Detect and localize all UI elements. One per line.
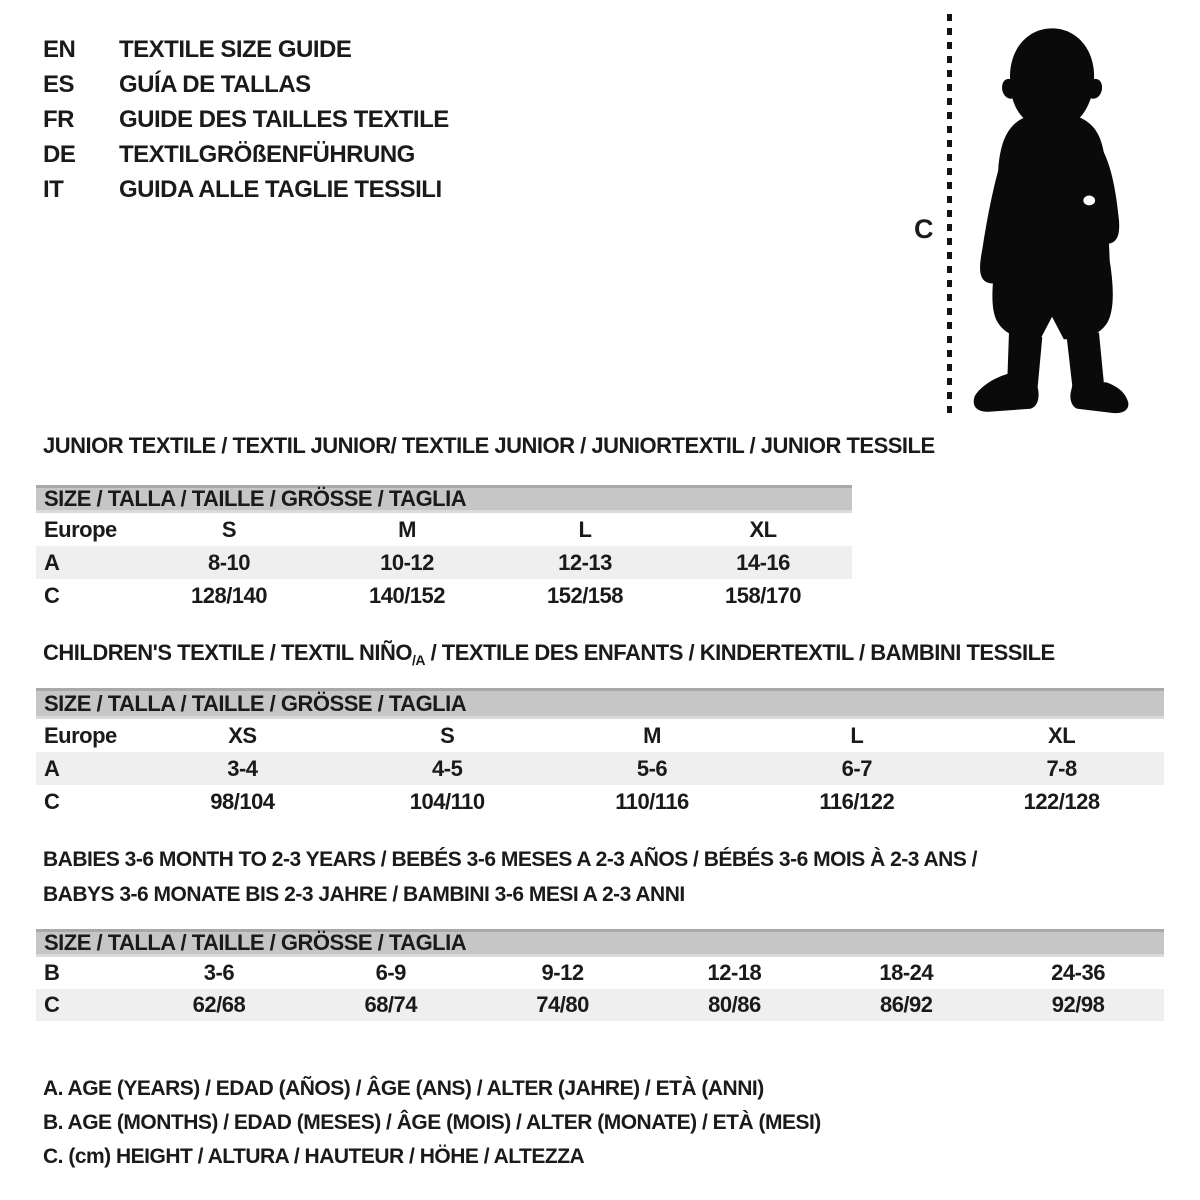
table-body (36, 957, 1164, 1021)
table-cell: 14-16 (736, 549, 790, 575)
row-label: Europe (44, 516, 117, 542)
children-title-part2: / TEXTILE DES ENFANTS / KINDERTEXTIL / BAMBINI TESSILE (424, 640, 1055, 665)
lang-code: ES (43, 70, 75, 98)
table-row-europe (36, 513, 852, 546)
row-label: A (44, 549, 60, 575)
height-measure-label: C (914, 214, 933, 244)
table-cell: 4-5 (432, 755, 463, 781)
table-row-europe (36, 719, 1164, 752)
table-cell: 5-6 (636, 755, 668, 781)
table-cell: 158/170 (724, 582, 802, 608)
table-cell: 18-24 (879, 960, 934, 985)
legend-line-a: A. AGE (YEARS) / EDAD (AÑOS) / ÂGE (ANS) / ALTER (JAHRE) / ETÀ (ANNI) (43, 1077, 764, 1100)
lang-title: GUIDE DES TAILLES TEXTILE (119, 105, 449, 133)
row-label: Europe (44, 722, 117, 748)
table-row-height (36, 785, 1164, 818)
table-cell: M (643, 722, 661, 748)
lang-code: FR (43, 105, 74, 133)
table-cell: M (398, 516, 416, 542)
table-row-height (36, 989, 1164, 1021)
table-cell: 92/98 (1051, 992, 1105, 1017)
table-cell: 3-4 (227, 755, 258, 781)
table-cell: 8-10 (207, 549, 251, 575)
table-cell: L (578, 516, 592, 542)
lang-row-de (43, 137, 449, 172)
size-header-bar: SIZE / TALLA / TAILLE / GRÖSSE / TAGLIA (36, 688, 1164, 719)
table-cell: 152/158 (546, 582, 624, 608)
table-cell: S (440, 722, 455, 748)
children-title-part1: CHILDREN'S TEXTILE / TEXTIL NIÑO (43, 640, 412, 665)
babies-section-title (43, 842, 977, 912)
table-cell: 128/140 (190, 582, 268, 608)
table-cell: 140/152 (368, 582, 446, 608)
table-cell: 7-8 (1046, 755, 1077, 781)
lang-title: GUIDA ALLE TAGLIE TESSILI (119, 175, 442, 203)
lang-row-es (43, 67, 449, 102)
table-cell: XL (749, 516, 777, 542)
babies-size-table (36, 929, 1164, 1021)
table-cell: 74/80 (536, 992, 589, 1017)
children-title-subscript: /A (411, 652, 425, 668)
lang-row-it (43, 172, 449, 207)
junior-section-title: JUNIOR TEXTILE / TEXTIL JUNIOR/ TEXTILE JUNIOR / JUNIORTEXTIL / JUNIOR TESSILE (43, 433, 935, 458)
table-cell: 98/104 (210, 788, 275, 814)
row-label: C (44, 788, 60, 814)
lang-code: DE (43, 140, 76, 168)
table-cell: XS (228, 722, 257, 748)
table-row-age-months (36, 957, 1164, 989)
row-label: C (44, 582, 60, 608)
table-cell: 68/74 (364, 992, 418, 1017)
row-label: A (44, 755, 60, 781)
junior-size-table (36, 485, 852, 612)
table-cell: 10-12 (380, 549, 434, 575)
table-cell: 62/68 (192, 992, 246, 1017)
legend-line-b: B. AGE (MONTHS) / EDAD (MESES) / ÂGE (MOIS) / ALTER (MONATE) / ETÀ (MESI) (43, 1111, 821, 1134)
babies-title-line1: BABIES 3-6 MONTH TO 2-3 YEARS / BEBÉS 3-6 MESES A 2-3 AÑOS / BÉBÉS 3-6 MOIS À 2-3 ANS / (43, 848, 978, 871)
table-row-height (36, 579, 852, 612)
table-cell: L (850, 722, 864, 748)
table-cell: 110/116 (615, 788, 689, 814)
toddler-silhouette-icon (966, 20, 1142, 420)
table-cell: 116/122 (819, 788, 895, 814)
babies-title-line2: BABYS 3-6 MONATE BIS 2-3 JAHRE / BAMBINI 3-6 MESI A 2-3 ANNI (43, 883, 685, 906)
table-cell: 12-18 (707, 960, 762, 985)
table-cell: 122/128 (1023, 788, 1100, 814)
table-cell: 86/92 (879, 992, 933, 1017)
lang-row-fr (43, 102, 449, 137)
lang-title: GUÍA DE TALLAS (119, 70, 311, 98)
table-cell: 24-36 (1051, 960, 1105, 985)
lang-row-en (43, 32, 449, 67)
measurement-legend (43, 1072, 821, 1174)
lang-title: TEXTILGRÖßENFÜHRUNG (119, 140, 415, 168)
lang-title: TEXTILE SIZE GUIDE (119, 35, 352, 63)
table-body (36, 719, 1164, 818)
table-cell: 6-7 (841, 755, 872, 781)
table-cell: 3-6 (203, 960, 235, 985)
table-cell: 104/110 (409, 788, 485, 814)
table-cell: 80/86 (708, 992, 761, 1017)
children-size-table (36, 688, 1164, 818)
height-measure-dashed-line (947, 14, 952, 416)
lang-code: EN (43, 35, 76, 63)
table-cell: 9-12 (541, 960, 584, 985)
table-row-age (36, 546, 852, 579)
legend-line-c: C. (cm) HEIGHT / ALTURA / HAUTEUR / HÖHE / ALTEZZA (43, 1145, 585, 1168)
children-section-title (43, 640, 1055, 668)
table-body (36, 513, 852, 612)
row-label: C (44, 992, 60, 1017)
table-cell: XL (1048, 722, 1076, 748)
size-header-bar: SIZE / TALLA / TAILLE / GRÖSSE / TAGLIA (36, 485, 852, 513)
lang-code: IT (43, 175, 64, 203)
table-cell: 6-9 (375, 960, 406, 985)
size-header-bar: SIZE / TALLA / TAILLE / GRÖSSE / TAGLIA (36, 929, 1164, 957)
table-row-age (36, 752, 1164, 785)
table-cell: 12-13 (558, 549, 612, 575)
language-guide-block (43, 32, 449, 207)
table-cell: S (221, 516, 237, 542)
row-label: B (44, 960, 60, 985)
